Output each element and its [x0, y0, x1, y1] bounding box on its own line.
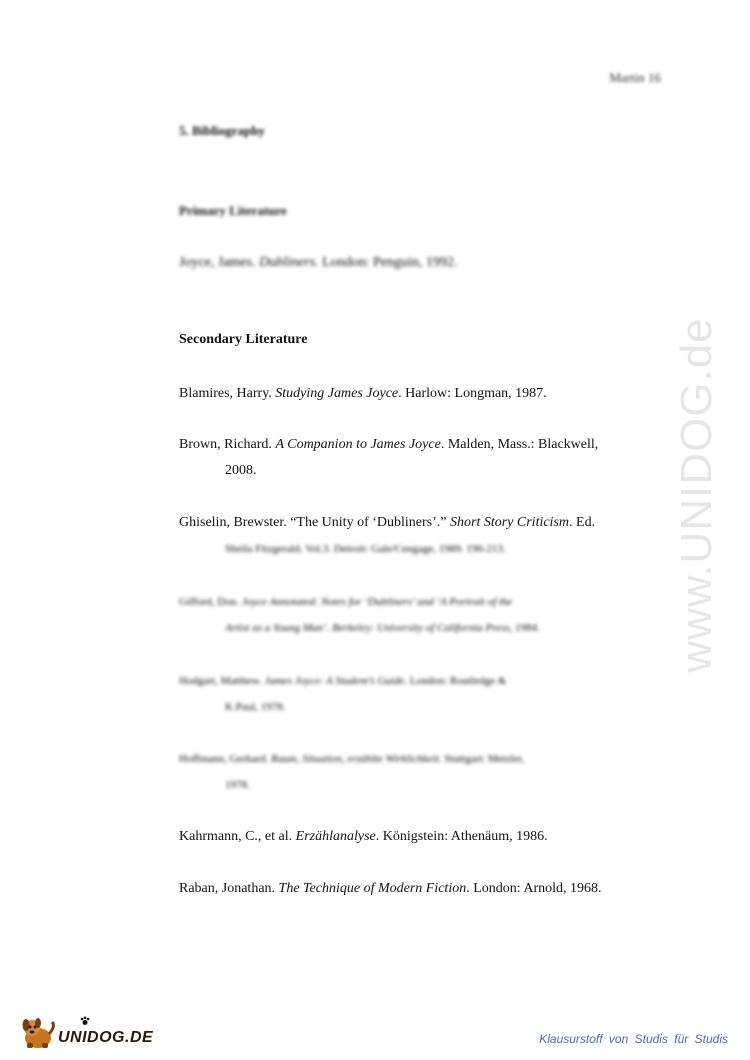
watermark-text: www.UNIDOG.de — [672, 317, 721, 673]
entry-rest: . Ed. — [569, 515, 596, 530]
entry-author: Blamires, Harry. — [179, 386, 276, 401]
bib-entry — [179, 381, 649, 407]
logo-text: UNIDOG.DE — [58, 1029, 154, 1046]
page-header: Martin 16 — [609, 70, 661, 85]
entry-title: Short Story Criticism — [450, 515, 570, 530]
entry-rest: . Harlow: Longman, 1987. — [398, 386, 547, 401]
entry-rest: . Stuttgart: Metzler, — [438, 753, 525, 765]
entry-title: Joyce Annotated: Notes for ‘Dubliners’ and ‘A Portrait of the — [241, 596, 513, 608]
footer-tagline: Klausurstoff von Studis für Studis — [539, 1032, 728, 1046]
entry-author: Ghiselin, Brewster. “The Unity of ‘Dubliners’.” — [179, 515, 450, 530]
primary-literature-heading: Primary Literature — [179, 203, 287, 218]
entry-title: The Technique of Modern Fiction — [278, 881, 467, 896]
entry-continuation: 2008. — [225, 463, 257, 478]
entry-continuation: 1978. — [225, 779, 250, 791]
entry-title: Erzählanalyse — [295, 829, 376, 844]
entry-title: Raum, Situation, erzählte Wirklichkeit — [271, 753, 439, 765]
entry-rest: . London: Routledge & — [404, 675, 507, 687]
entry-author: Kahrmann, C., et al. — [179, 829, 296, 844]
entry-continuation: K.Paul, 1978. — [225, 701, 286, 713]
entry-author: Hodgart, Matthew. — [179, 675, 265, 687]
entry-continuation: Sheila Fitzgerald. Vol.3. Detroit: Gale/Cengage, 1989. 196-213. — [225, 543, 506, 555]
entry-author: Brown, Richard. — [179, 437, 276, 452]
entry-author: Gifford, Don. — [179, 596, 242, 608]
bib-entry — [179, 668, 649, 720]
primary-entry — [179, 250, 649, 276]
dog-icon — [18, 1012, 58, 1052]
bib-entry — [179, 876, 649, 902]
entry-rest: . London: Penguin, 1992. — [315, 255, 458, 270]
entry-rest: . Königstein: Athenäum, 1986. — [375, 829, 548, 844]
bib-entry — [179, 589, 649, 641]
bib-entry — [179, 510, 649, 562]
entry-author: Joyce, James. — [179, 255, 260, 270]
entry-title: Dubliners — [259, 255, 316, 270]
entry-rest: . London: Arnold, 1968. — [466, 881, 602, 896]
bib-entry — [179, 824, 649, 850]
section-title: 5. Bibliography — [179, 123, 265, 138]
entry-rest: . Malden, Mass.: Blackwell, — [440, 437, 599, 452]
entry-continuation: Artist as a Young Man’. Berkeley: University of California Press, 1984. — [225, 622, 540, 634]
entry-title: A Companion to James Joyce — [275, 437, 441, 452]
watermark — [672, 255, 722, 735]
entry-title: James Joyce: A Student’s Guide — [264, 675, 405, 687]
paw-icon — [80, 1016, 90, 1026]
unidog-logo[interactable] — [18, 1012, 153, 1052]
entry-author: Hoffmann, Gerhard. — [179, 753, 272, 765]
secondary-literature-heading: Secondary Literature — [179, 332, 308, 347]
entry-title: Studying James Joyce — [275, 386, 399, 401]
bib-entry — [179, 746, 649, 798]
entry-author: Raban, Jonathan. — [179, 881, 279, 896]
bib-entry — [179, 432, 649, 484]
